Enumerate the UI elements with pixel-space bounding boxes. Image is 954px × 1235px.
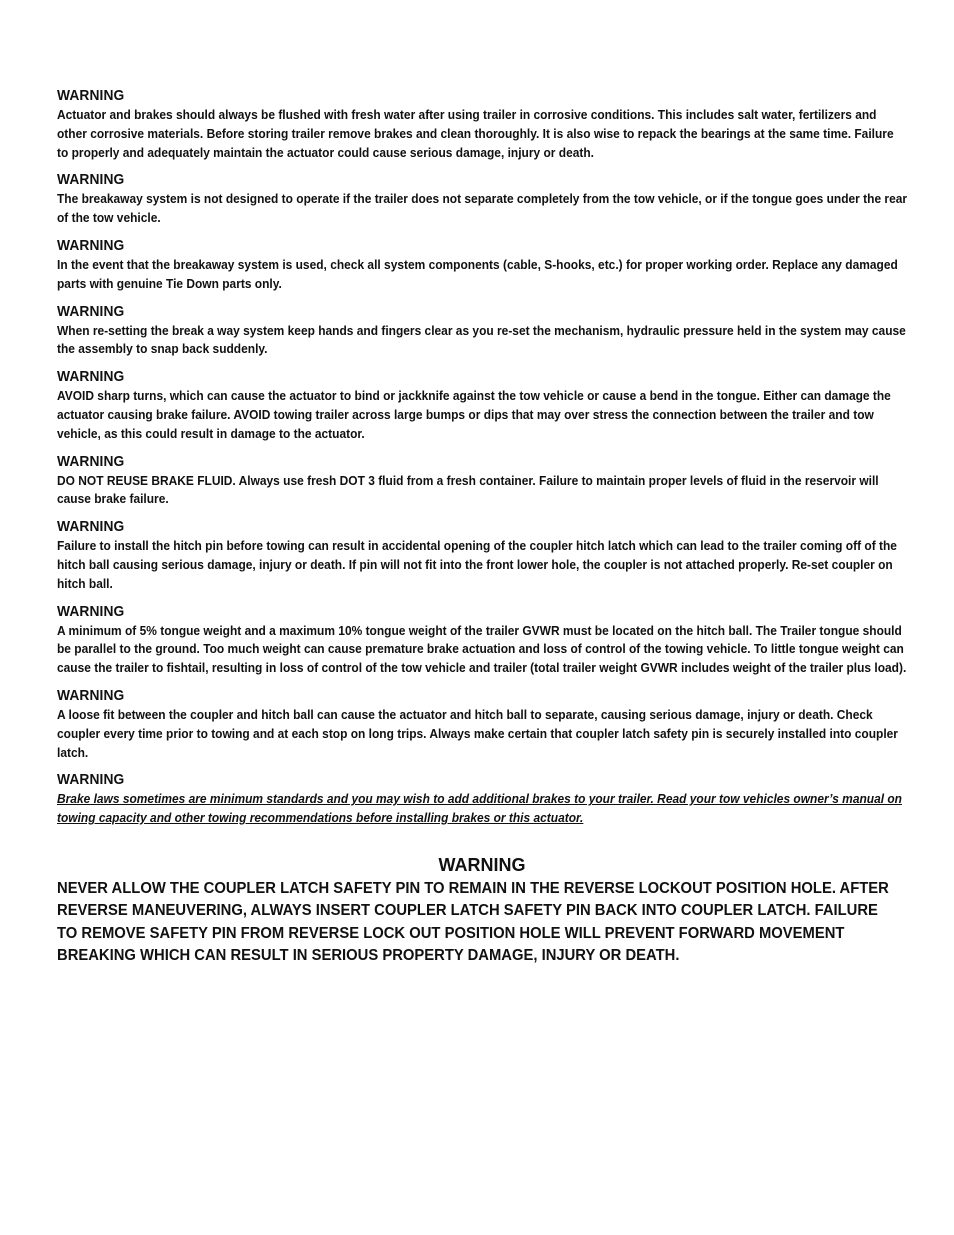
warning-text: Failure to install the hitch pin before towing can result in accidental opening of the coupler hitch latch which can lead to the trailer coming off of the hitch ball causing serious damage, injury or death. If pin will not fit into the front lower hole, the coupler is not attached properly. Re-set coupler on hitch ball. [57,538,897,591]
warning-text: Actuator and brakes should always be flushed with fresh water after using trailer in corrosive conditions. This includes salt water, fertilizers and other corrosive materials. Before storing trailer remove brakes and clean thoroughly. It is also wise to repack the bearings at the same time. Failure to properly and adequately maintain the actuator could cause serious damage, injury or death. [57,107,894,160]
warning-block-corrosion [57,86,907,162]
warning-text: AVOID sharp turns, which can cause the actuator to bind or jackknife against the tow vehicle or cause a bend in the tongue. Either can damage the actuator causing brake failure. AVOID towing trailer across large bumps or dips that may over stress the connection between the trailer and tow vehicle, as this could result in damage to the actuator. [57,388,891,441]
final-warning-text: NEVER ALLOW THE COUPLER LATCH SAFETY PIN TO REMAIN IN THE REVERSE LOCKOUT POSITION HOLE. AFTER REVERSE MANEUVERING, ALWAYS INSERT COUPLER LATCH SAFETY PIN BACK INTO COUPLER LATCH. FAILURE TO REMOVE SAFETY PIN FROM REVERSE LOCK OUT POSITION HOLE WILL PREVENT FORWARD MOVEMENT BREAKING WHICH CAN RESULT IN SERIOUS PROPERTY DAMAGE, INJURY OR DEATH. [57,879,889,964]
warning-block-breakaway-design [57,170,907,228]
warning-block-brake-laws [57,770,907,828]
warning-text: DO NOT REUSE BRAKE FLUID. Always use fresh DOT 3 fluid from a fresh container. Failure to maintain proper levels of fluid in the reservoir will cause brake failure. [57,472,879,507]
warning-text: A minimum of 5% tongue weight and a maximum 10% tongue weight of the trailer GVWR must be located on the hitch ball. The Trailer tongue should be parallel to the ground. Too much weight can cause premature brake actuation and loss of control of the towing vehicle. To little tongue weight can cause the trailer to fishtail, resulting in loss of control of the tow vehicle and trailer (total trailer weight GVWR includes weight of the trailer plus load). [57,622,907,676]
warning-text: A loose fit between the coupler and hitch ball can cause the actuator and hitch ball to separate, causing serious damage, injury or death. Check coupler every time prior to towing and at each stop on long trips. Always make certain that coupler latch safety pin is securely installed into coupler latch. [57,706,898,760]
warning-block-breakaway-check [57,236,907,294]
final-warning-heading: WARNING [438,854,526,875]
warning-heading: WARNING [57,518,125,536]
warning-heading: WARNING [57,771,125,789]
final-warning-block [57,854,907,967]
warning-heading: WARNING [57,236,125,254]
warning-block-tongue-weight [57,602,907,678]
warning-block-sharp-turns [57,367,907,443]
warning-heading: WARNING [57,368,125,386]
warning-block-brake-fluid [57,452,907,510]
warning-heading: WARNING [57,452,125,470]
warning-heading: WARNING [57,302,125,320]
warning-heading: WARNING [57,602,125,620]
document-page [57,86,907,967]
warning-heading: WARNING [57,171,125,189]
warning-text: The breakaway system is not designed to operate if the trailer does not separate completely from the tow vehicle, or if the tongue goes under the rear of the tow vehicle. [57,191,908,226]
warning-block-loose-fit [57,686,907,762]
warning-text: Brake laws sometimes are minimum standards and you may wish to add additional brakes to your trailer. Read your tow vehicles owner’s manual on towing capacity and other towing recommendations before installing brakes or this actuator. [57,791,902,826]
warning-heading: WARNING [57,686,125,704]
warning-heading: WARNING [57,87,125,104]
warning-text: In the event that the breakaway system is used, check all system components (cable, S-hooks, etc.) for proper working order. Replace any damaged parts with genuine Tie Down parts only. [57,256,898,291]
warning-text: When re-setting the break a way system keep hands and fingers clear as you re-set the mechanism, hydraulic pressure held in the system may cause the assembly to snap back suddenly. [57,322,906,357]
warning-block-hitch-pin [57,517,907,593]
warning-block-breakaway-reset [57,302,907,360]
